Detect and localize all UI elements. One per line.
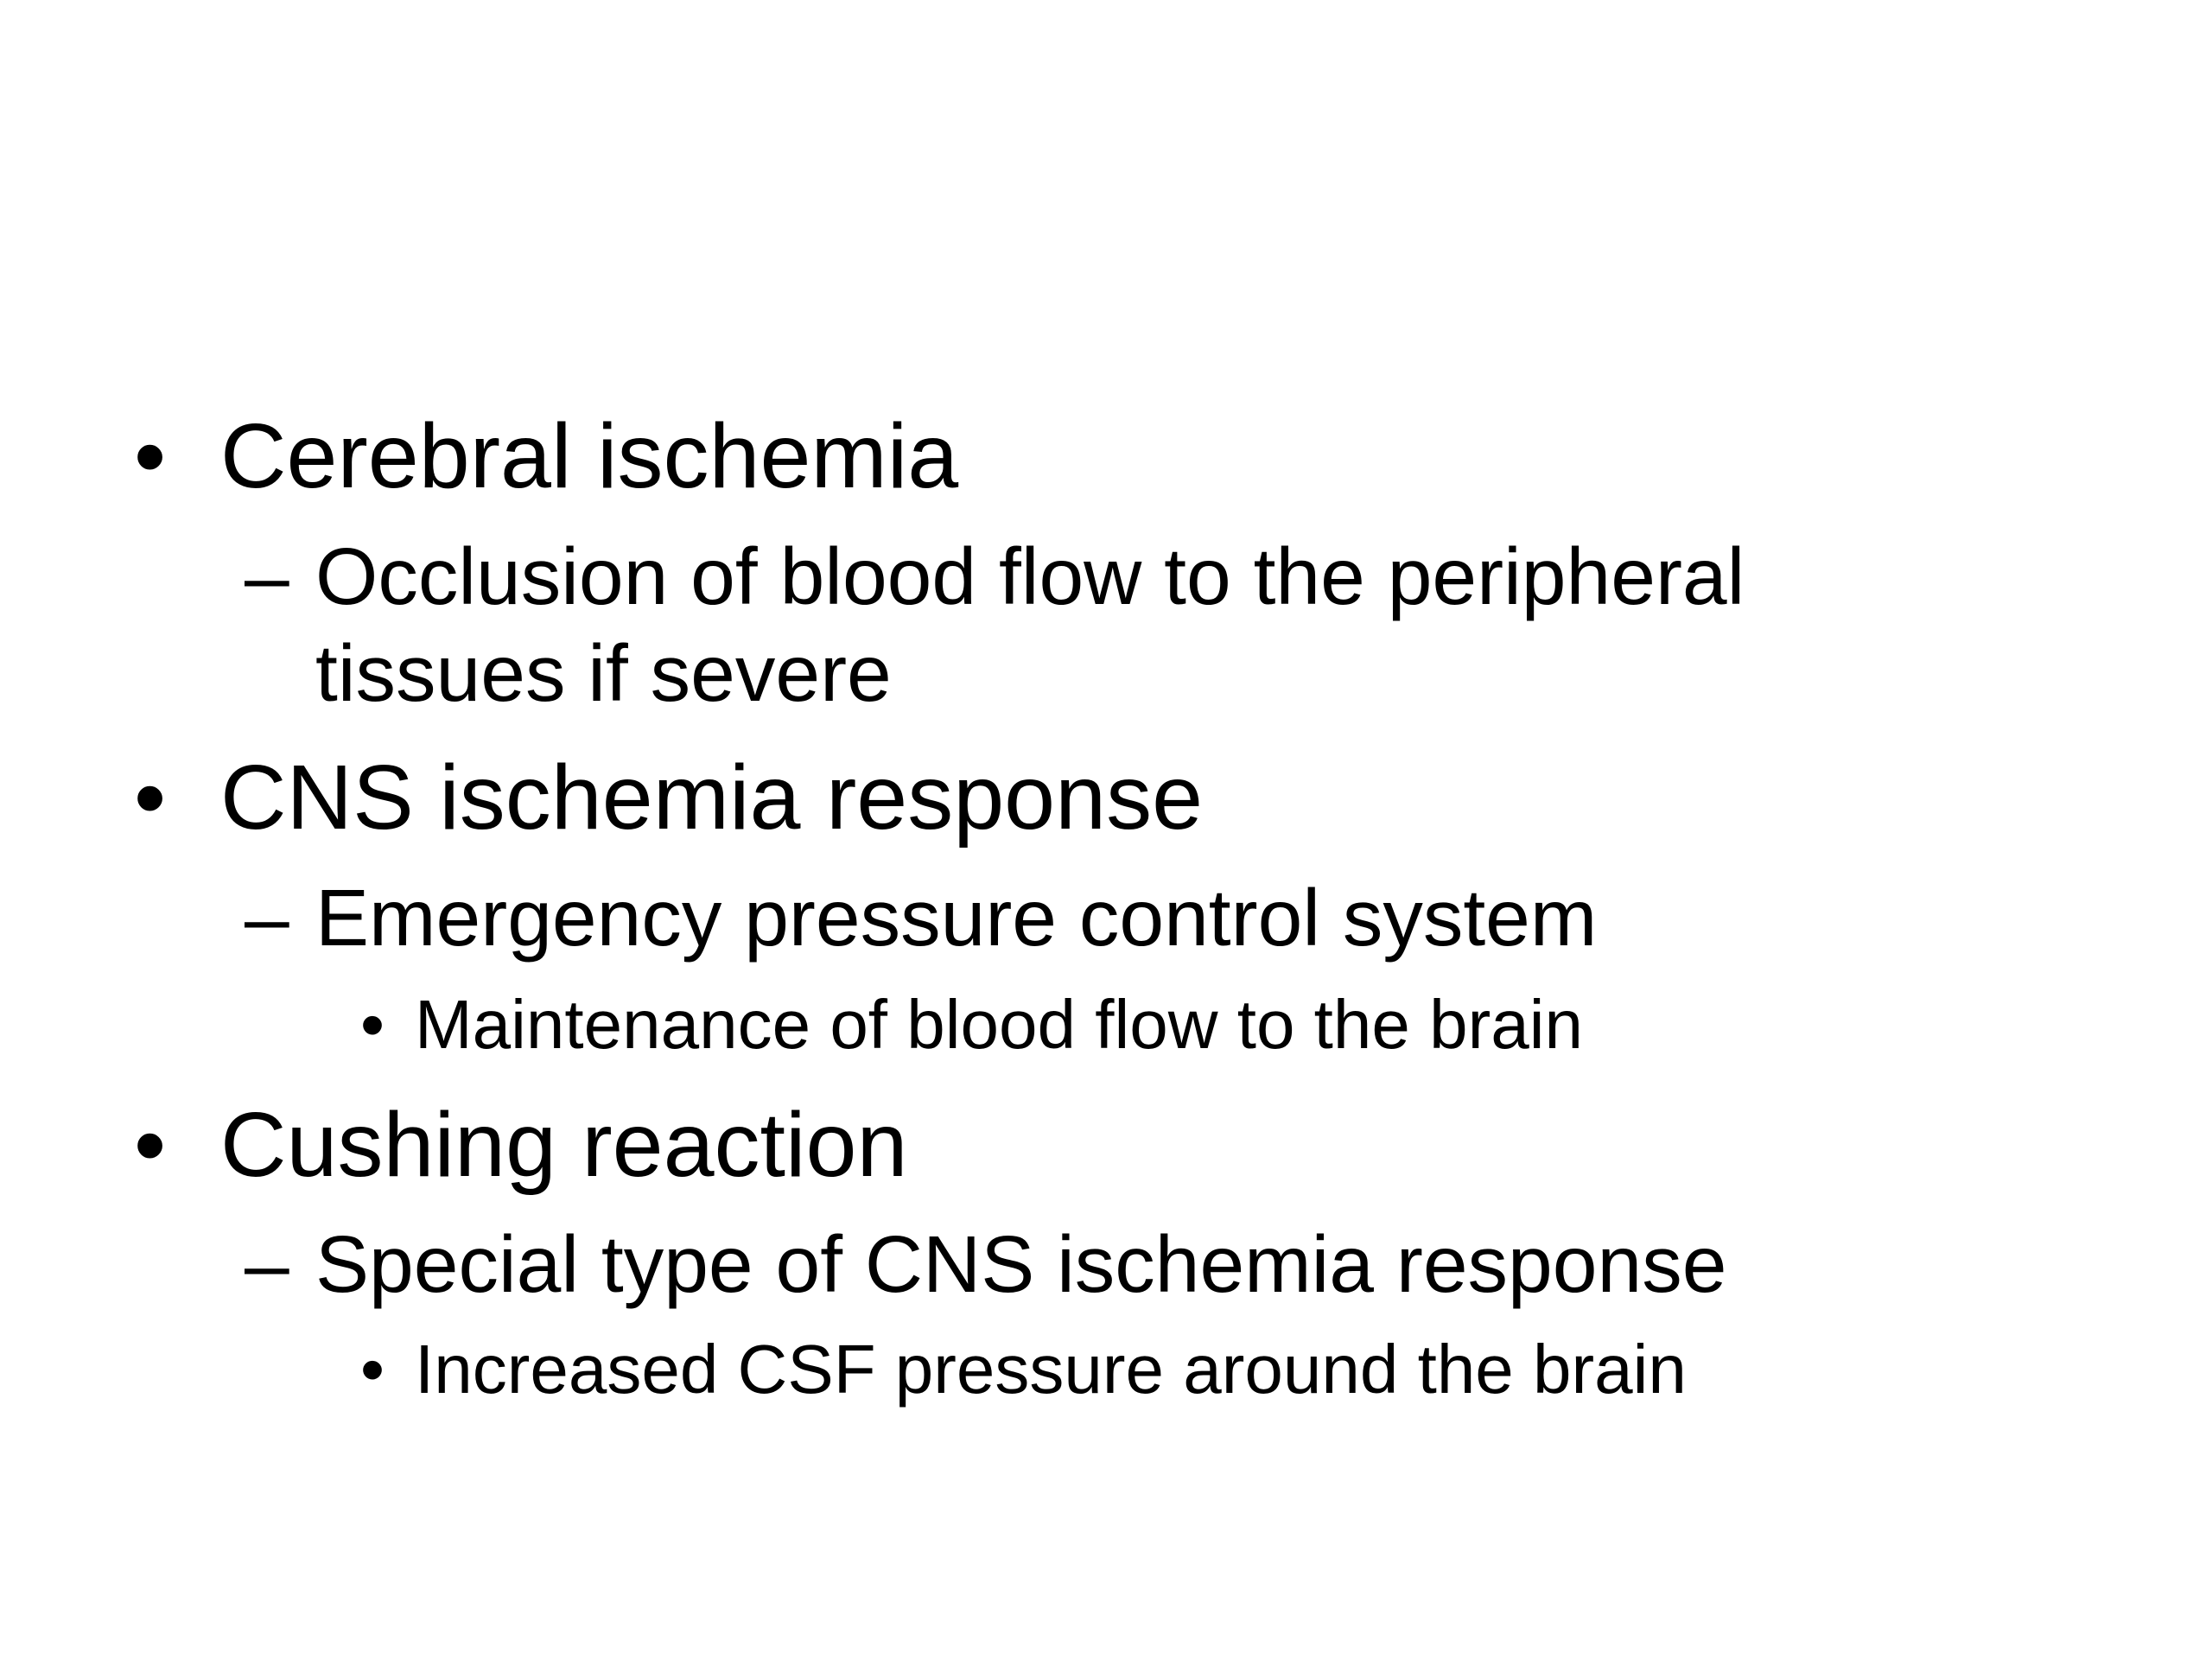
bullet-text: Cerebral ischemia [220,405,959,507]
dash-marker: – [245,531,289,621]
bullet-text: CNS ischemia response [220,747,1204,849]
sub-sub-item-text: Increased CSF pressure around the brain [415,1331,1687,1408]
bullet-text: Cushing reaction [220,1094,908,1196]
sub-item-text: Special type of CNS ischemia response [315,1219,1727,1309]
bullet-marker: • [134,405,167,507]
sub-item-text-line-1: Occlusion of blood flow to the peripheral [315,531,1745,621]
sub-item-text: Emergency pressure control system [315,873,1598,963]
dash-marker: – [245,1219,289,1309]
bullet-marker: • [134,747,167,849]
bullet-marker: • [360,1331,385,1408]
sub-item-text-line-2: tissues if severe [315,628,892,718]
sub-sub-item-text: Maintenance of blood flow to the brain [415,986,1583,1063]
dash-marker: – [245,873,289,963]
bullet-marker: • [360,986,385,1063]
bullet-marker: • [134,1094,167,1196]
